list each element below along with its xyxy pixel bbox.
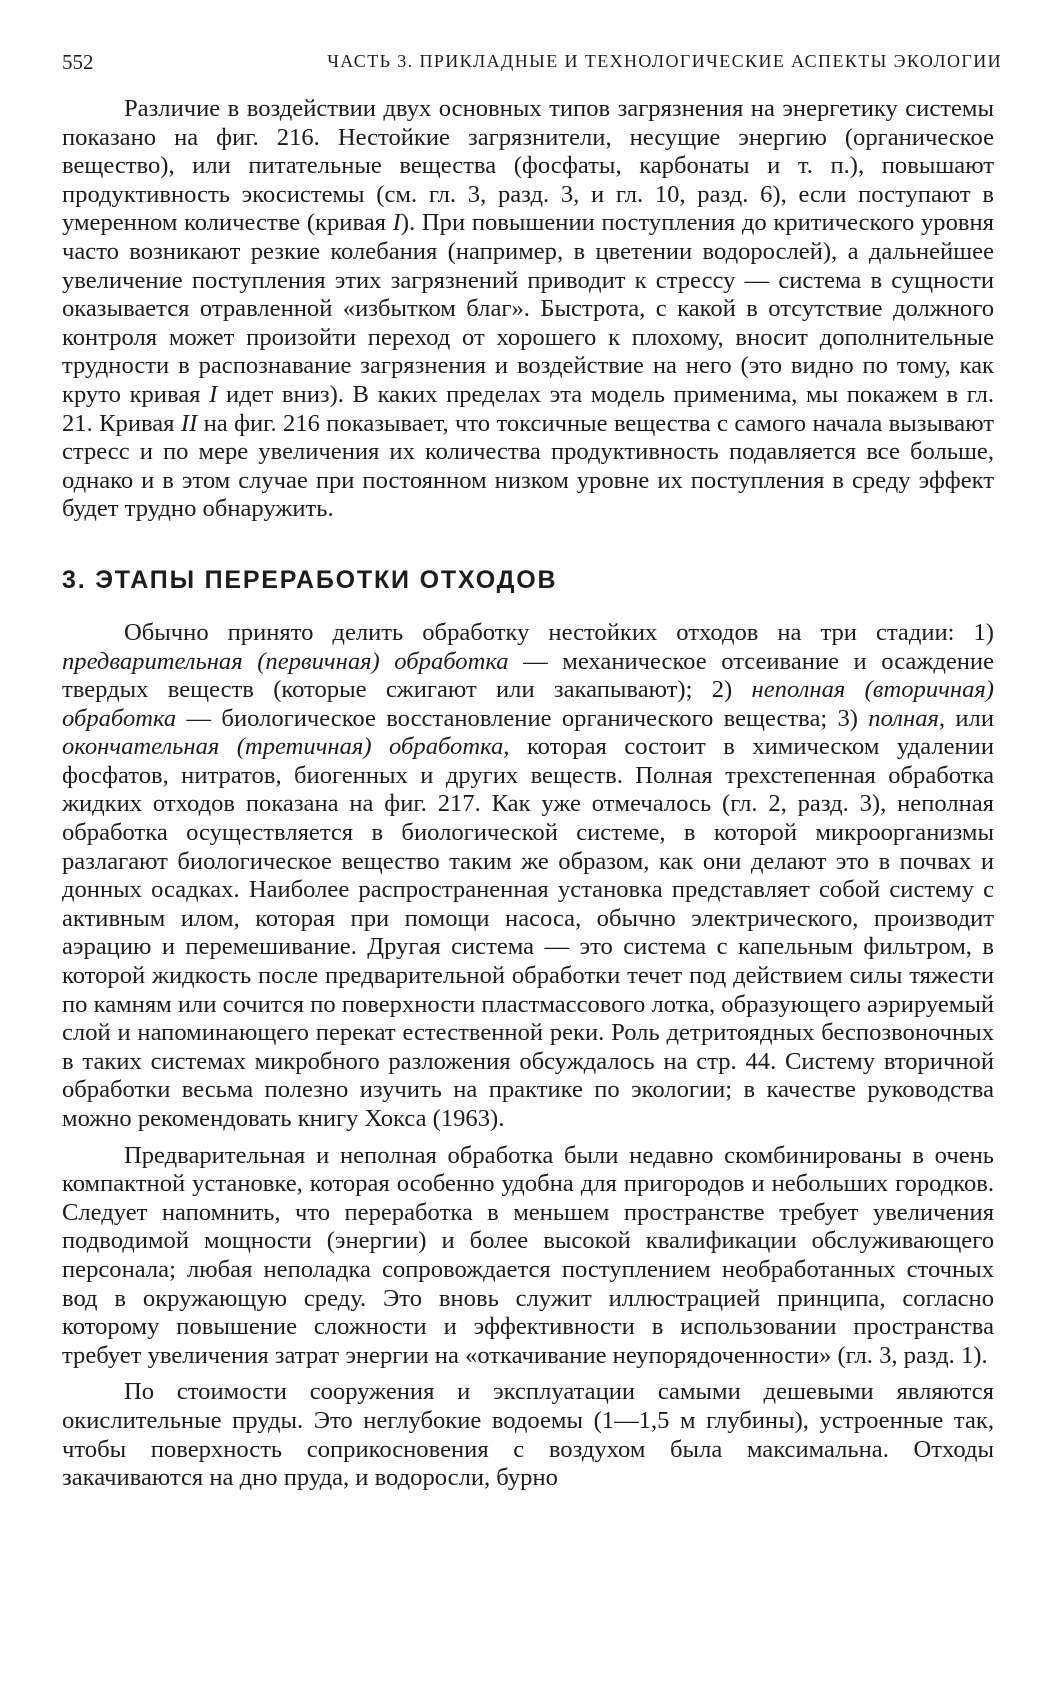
text-run: — механическое отсеивание и осаждение твердых веществ (которые сжигают или закапывают); 2) [62,647,994,704]
body-text [62,95,994,1493]
paragraph-pollution-energetics [62,95,994,524]
paragraph-treatment-stages [62,619,994,1134]
text-run: на фиг. 216 показывает, что токсичные вещества с самого начала вызывают стресс и по мере увеличения их количества продуктивность подавляется все больше, однако и в этом случае при постоянном низком уровне их поступления в среду эффект будет трудно обнаружить. [62,409,995,523]
running-head: ЧАСТЬ 3. ПРИКЛАДНЫЕ И ТЕХНОЛОГИЧЕСКИЕ АСПЕКТЫ ЭКОЛОГИИ [327,51,1002,71]
text-run: или [945,704,994,732]
term-complete-treatment: полная, [868,704,946,732]
term-secondary-treatment: неполная (вторичная) обработка [62,676,994,732]
text-run: Обычно принято делить обработку нестойких отходов на три стадии: 1) [124,618,994,646]
text-run: идет вниз). В каких пределах эта модель применима, мы покажем в гл. 21. Кривая [62,380,994,437]
text-run: которая состоит в химическом удалении фосфатов, нитратов, биогенных и других веществ. Полная трехстепенная обработка жидких отходов показана на фиг. 217. Как уже отмечалось (гл. 2, разд. 3), неполная обработка осуществляется в биологической системе, в которой микроорганизмы разлагают биологическое вещество таким же образом, как они делают это в почвах и донных осадках. Наиболее распространенная установка представляет собой систему с активным илом, которая при помощи насоса, обычно электрического, производит аэрацию и перемешивание. Другая система — это система с капельным фильтром, в которой жидкость после предварительной обработки течет под действием силы тяжести по камням или сочится по поверхности пластмассового лотка, образующего аэрируемый слой и напоминающего перекат естественной реки. Роль детритоядных беспозвоночных в таких системах микробного разложения обсуждалось на стр. 44. Систему вторичной обработки весьма полезно изучить на практике по экологии; в качестве руководства можно рекомендовать книгу Хокса (1963). [62,733,994,1132]
section-title: 3. ЭТАПЫ ПЕРЕРАБОТКИ ОТХОДОВ [62,565,558,594]
text-run: — биологическое восстановление органического вещества; 3) [176,704,869,732]
term-tertiary-treatment: окончательная (третичная) обработка, [62,733,510,761]
page-number: 552 [62,50,94,74]
curve-label: I [392,209,401,237]
text-run: Различие в воздействии двух основных типов загрязнения на энергетику системы показано на фиг. 216. Нестойкие загрязнители, несущие энергию (органическое вещество), или питательные вещества (фосфаты, карбонаты и т. п.), повышают продуктивность экосистемы (см. гл. 3, разд. 3, и гл. 10, разд. 6), если поступают в умеренном количестве (кривая [62,95,994,237]
page-header [62,50,1002,80]
curve-label: I [209,380,218,408]
paragraph-compact-plant: Предварительная и неполная обработка были недавно скомбинированы в очень компактной установке, которая особенно удобна для пригородов и небольших городков. Следует напомнить, что переработка в меньшем пространстве требует увеличения подводимой мощности (энергии) и более высокой квалификации обслуживающего персонала; любая неполадка сопровождается поступлением необработанных сточных вод в окружающую среду. Это вновь служит иллюстрацией принципа, согласно которому повышение сложности и эффективности в использовании пространства требует увеличения затрат энергии на «откачивание неупорядоченности» (гл. 3, разд. 1). [62,1141,994,1369]
term-primary-treatment: предварительная (первичная) обработка [62,647,509,675]
text-run: ). При повышении поступления до критического уровня часто возникают резкие колебания (например, в цветении водорослей), а дальнейшее увеличение поступления этих загрязнений приводит к стрессу — система в сущности оказывается отравленной «избытком благ». Быстрота, с какой в отсутствие должного контроля может произойти переход от хорошего к плохому, вносит дополнительные трудности в распознавание загрязнения и воздействие на него (это видно по тому, как круто кривая [62,209,994,408]
curve-label: II [180,409,198,437]
paragraph-oxidation-ponds: По стоимости сооружения и эксплуатации самыми дешевыми являются окислительные пруды. Это неглубокие водоемы (1—1,5 м глубины), устроенные так, чтобы поверхность соприкосновения с воздухом была максимальна. Отходы закачиваются на дно пруда, и водоросли, бурно [62,1378,994,1492]
